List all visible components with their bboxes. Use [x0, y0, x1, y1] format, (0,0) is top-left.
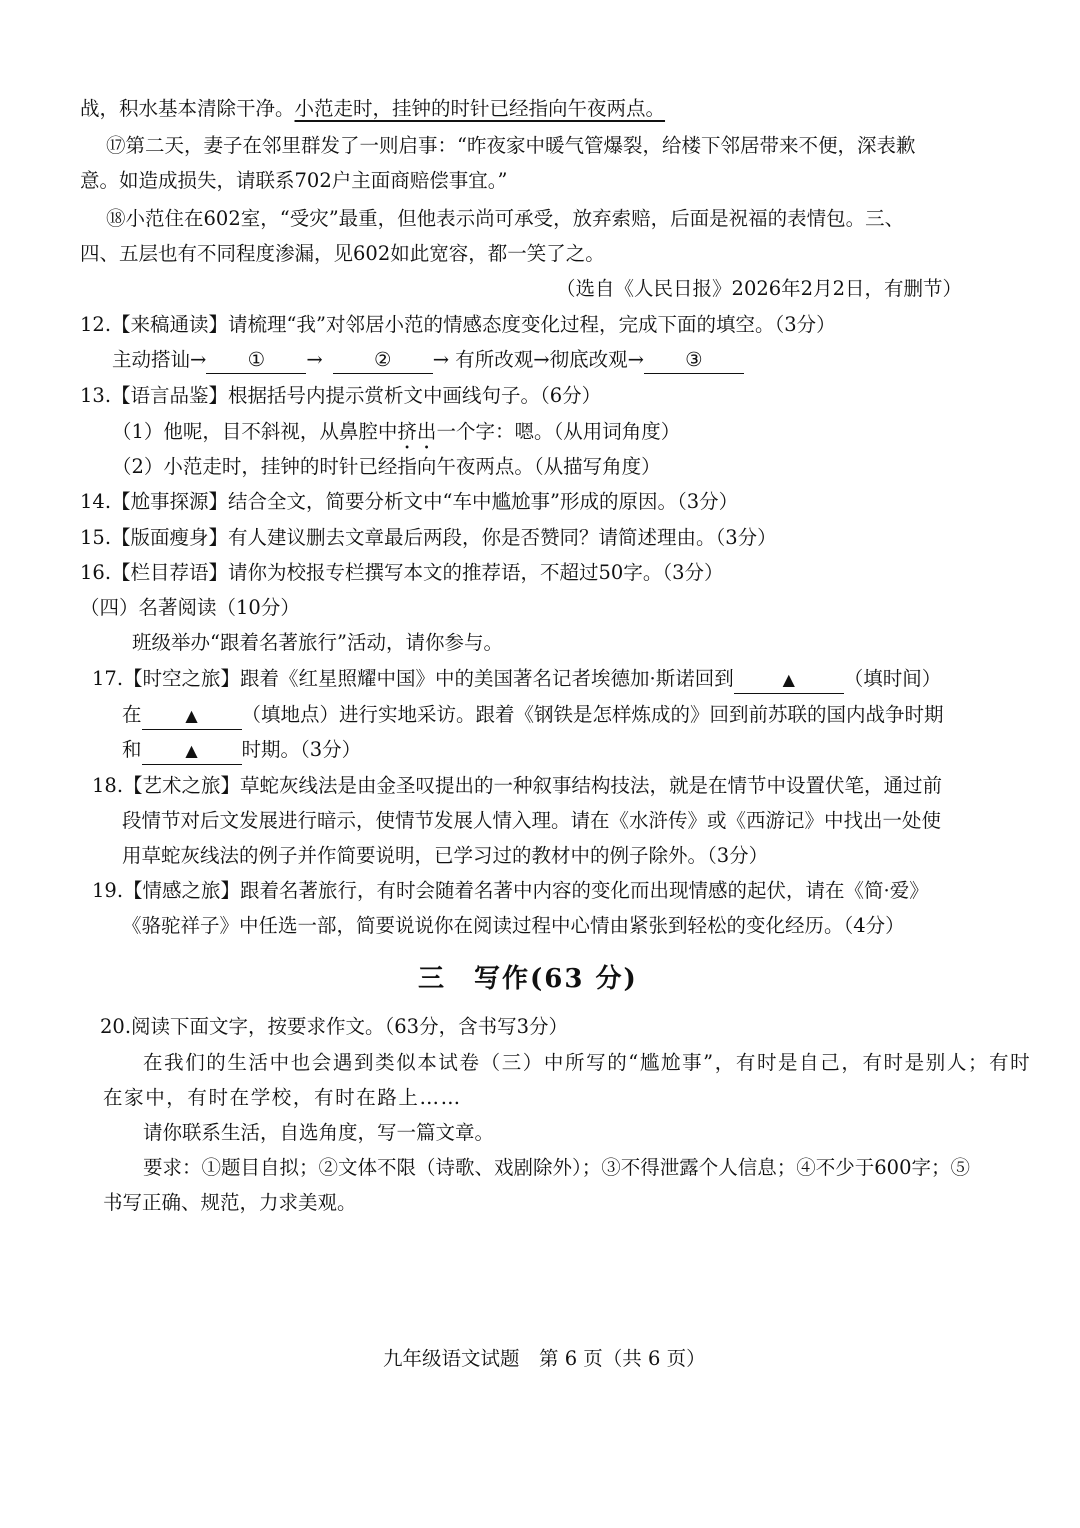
question-14: 14.【尬事探源】结合全文，简要分析文中“车中尴尬事”形成的原因。（3分） [80, 490, 739, 513]
paragraph-17-line-2: 意。如造成损失，请联系702户主面商赔偿事宜。” [80, 169, 508, 192]
question-20: 20.阅读下面文字，按要求作文。（63分，含书写3分） [100, 1015, 568, 1038]
paragraph-18-line-2: 四、五层也有不同程度渗漏，见602如此宽容，都一笑了之。 [80, 242, 605, 265]
q17-text: 17.【时空之旅】跟着《红星照耀中国》中的美国著名记者埃德加·斯诺回到 [92, 667, 734, 690]
q17-text-3a: 和 [122, 738, 142, 761]
question-19-line-1: 19.【情感之旅】跟着名著旅行，有时会随着名著中内容的变化而出现情感的起伏，请在《简·爱》 [92, 879, 929, 902]
section-3-title: 三 写作(63 分) [418, 964, 638, 994]
q17-hint: （填时间） [843, 667, 942, 690]
section-4-heading: （四）名著阅读（10分） [80, 596, 300, 619]
question-13: 13.【语言品鉴】根据括号内提示赏析文中画线句子。（6分） [80, 384, 602, 407]
paragraph-17-line-1: ⑰第二天，妻子在邻里群发了一则启事：“昨夜家中暖气管爆裂，给楼下邻居带来不便，深表歉 [106, 134, 916, 157]
question-18-line-1: 18.【艺术之旅】草蛇灰线法是由金圣叹提出的一种叙事结构技法，就是在情节中设置伏笔，通过前 [92, 774, 943, 797]
q17-text-2a: 在 [122, 703, 142, 726]
question-16: 16.【栏目荐语】请你为校报专栏撰写本文的推荐语，不超过50字。（3分） [80, 561, 724, 584]
triangle-marker: ▲ [185, 741, 198, 760]
passage-text: 战，积水基本清除干净。 [80, 97, 295, 120]
section-4-intro: 班级举办“跟着名著旅行”活动，请你参与。 [132, 631, 503, 654]
underlined-sentence: 小范走时，挂钟的时针已经指向午夜两点。 [294, 97, 666, 120]
q17-blank-period[interactable] [142, 737, 242, 765]
prompt-instruction: 请你联系生活，自选角度，写一篇文章。 [143, 1121, 495, 1144]
source-citation: （选自《人民日报》2026年2月2日，有删节） [556, 277, 962, 300]
triangle-marker: ▲ [782, 670, 795, 689]
question-13-sub-1 [112, 419, 680, 454]
blank-3[interactable]: ③ [644, 347, 744, 374]
question-17-line-2 [122, 702, 944, 730]
question-19-line-2: 《骆驼祥子》中任选一部，简要说说你在阅读过程中心情由紧张到轻松的变化经历。（4分） [122, 914, 905, 937]
sub1-text-end: 一个字：嗯。（从用词角度） [436, 420, 681, 443]
question-18-line-2: 段情节对后文发展进行暗示，使情节发展人情入理。请在《水浒传》或《西游记》中找出一处使 [122, 809, 942, 832]
blank-1[interactable]: ① [206, 347, 306, 374]
paragraph-18-line-1: ⑱小范住在602室，“受灾”最重，但他表示尚可承受，放弃索赔，后面是祝福的表情包。三、 [106, 207, 905, 230]
passage-line-1 [80, 96, 665, 122]
flow-middle: → 有所改观→彻底改观→ [432, 348, 644, 371]
question-13-sub-2: （2）小范走时，挂钟的时针已经指向午夜两点。（从描写角度） [112, 455, 661, 478]
question-17-line-3 [122, 737, 361, 765]
dotted-word: 挤出 [397, 420, 437, 443]
triangle-marker: ▲ [185, 706, 198, 725]
question-15: 15.【版面瘦身】有人建议删去文章最后两段，你是否赞同？请简述理由。（3分） [80, 526, 777, 549]
q17-blank-time[interactable] [734, 666, 844, 694]
page-footer: 九年级语文试题 第 6 页（共 6 页） [383, 1347, 706, 1370]
q17-text-3b: 时期。（3分） [241, 738, 362, 761]
sub1-text: （1）他呢，目不斜视，从鼻腔中 [112, 420, 398, 443]
question-17-line-1 [92, 666, 941, 694]
question-12-flow [112, 347, 744, 374]
question-12: 12.【来稿通读】请梳理“我”对邻居小范的情感态度变化过程，完成下面的填空。（3分） [80, 313, 836, 336]
requirements-line-2: 书写正确、规范，力求美观。 [103, 1191, 357, 1214]
prompt-paragraph-line-2: 在家中，有时在学校，有时在路上…… [103, 1086, 462, 1109]
flow-start: 主动搭讪→ [112, 348, 207, 371]
flow-arrow: → [306, 348, 323, 371]
question-18-line-3: 用草蛇灰线法的例子并作简要说明，已学习过的教材中的例子除外。（3分） [122, 844, 769, 867]
requirements-line-1: 要求：①题目自拟；②文体不限（诗歌、戏剧除外）；③不得泄露个人信息；④不少于600字；⑤ [143, 1156, 970, 1179]
prompt-paragraph-line-1: 在我们的生活中也会遇到类似本试卷（三）中所写的“尴尬事”，有时是自己，有时是别人；有时 [143, 1051, 1032, 1074]
blank-2[interactable]: ② [333, 347, 433, 374]
q17-blank-place[interactable] [142, 702, 242, 730]
q17-text-2b: （填地点）进行实地采访。跟着《钢铁是怎样炼成的》回到前苏联的国内战争时期 [241, 703, 944, 726]
